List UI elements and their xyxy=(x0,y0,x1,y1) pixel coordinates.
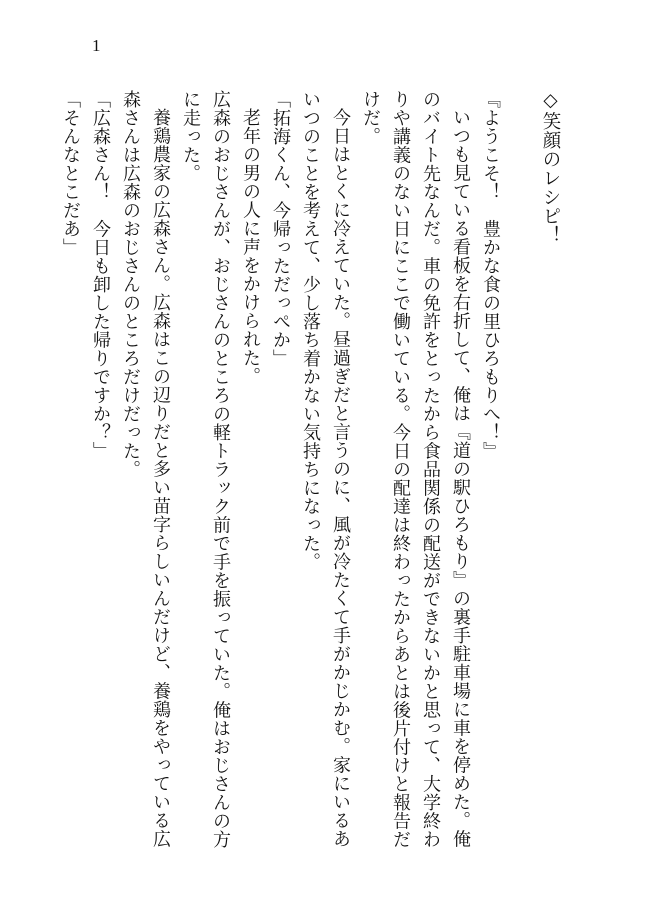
paragraph-poultry-farmer: 養鶏農家の広森さん。広森はこの辺りだと多い苗字らしいんだけど、養鶏をやっている広森さんは広森のおじさんのところだけだった。 xyxy=(120,90,171,848)
novel-body xyxy=(55,90,565,850)
paragraph-waving: 広森のおじさんが、おじさんのところの軽トラック前で手を振っていた。俺はおじさんの方に走った。 xyxy=(180,90,231,849)
paragraph-arrival: いつも見ている看板を右折して、俺は『道の駅ひろもり』の裏手駐車場に車を停めた。俺のバイト先なんだ。車の免許をとったから食品関係の配送ができないかと思って、大学終わりや講義のない日にここで働いている。今日の配達は終わったからあとは後片付けと報告だけだ。 xyxy=(360,90,471,849)
dialogue-takumi-reply: 「広森さん！ 今日も卸した帰りですか？」 xyxy=(90,90,111,460)
paragraph-cold-day: 今日はとくに冷えていた。昼過ぎだと言うのに、風が冷たくて手がかじかむ。家にいるあいつのことを考えて、少し落ち着かない気持ちになった。 xyxy=(300,90,351,848)
chapter-title: ◇笑顔のレシピ！ xyxy=(540,90,561,245)
dialogue-hiromori-answer: 「そんなとこだあ」 xyxy=(60,90,81,257)
paragraph-called-out: 老年の男の人に声をかけられた。 xyxy=(240,108,261,386)
dialogue-hiromori-greeting: 「拓海くん、今帰っただっぺか」 xyxy=(270,90,291,368)
page-number: 1 xyxy=(92,36,101,55)
title-spacer xyxy=(505,90,535,850)
paragraph-sign-text: 『ようこそ！ 豊かな食の里ひろもりへ！』 xyxy=(480,90,501,460)
